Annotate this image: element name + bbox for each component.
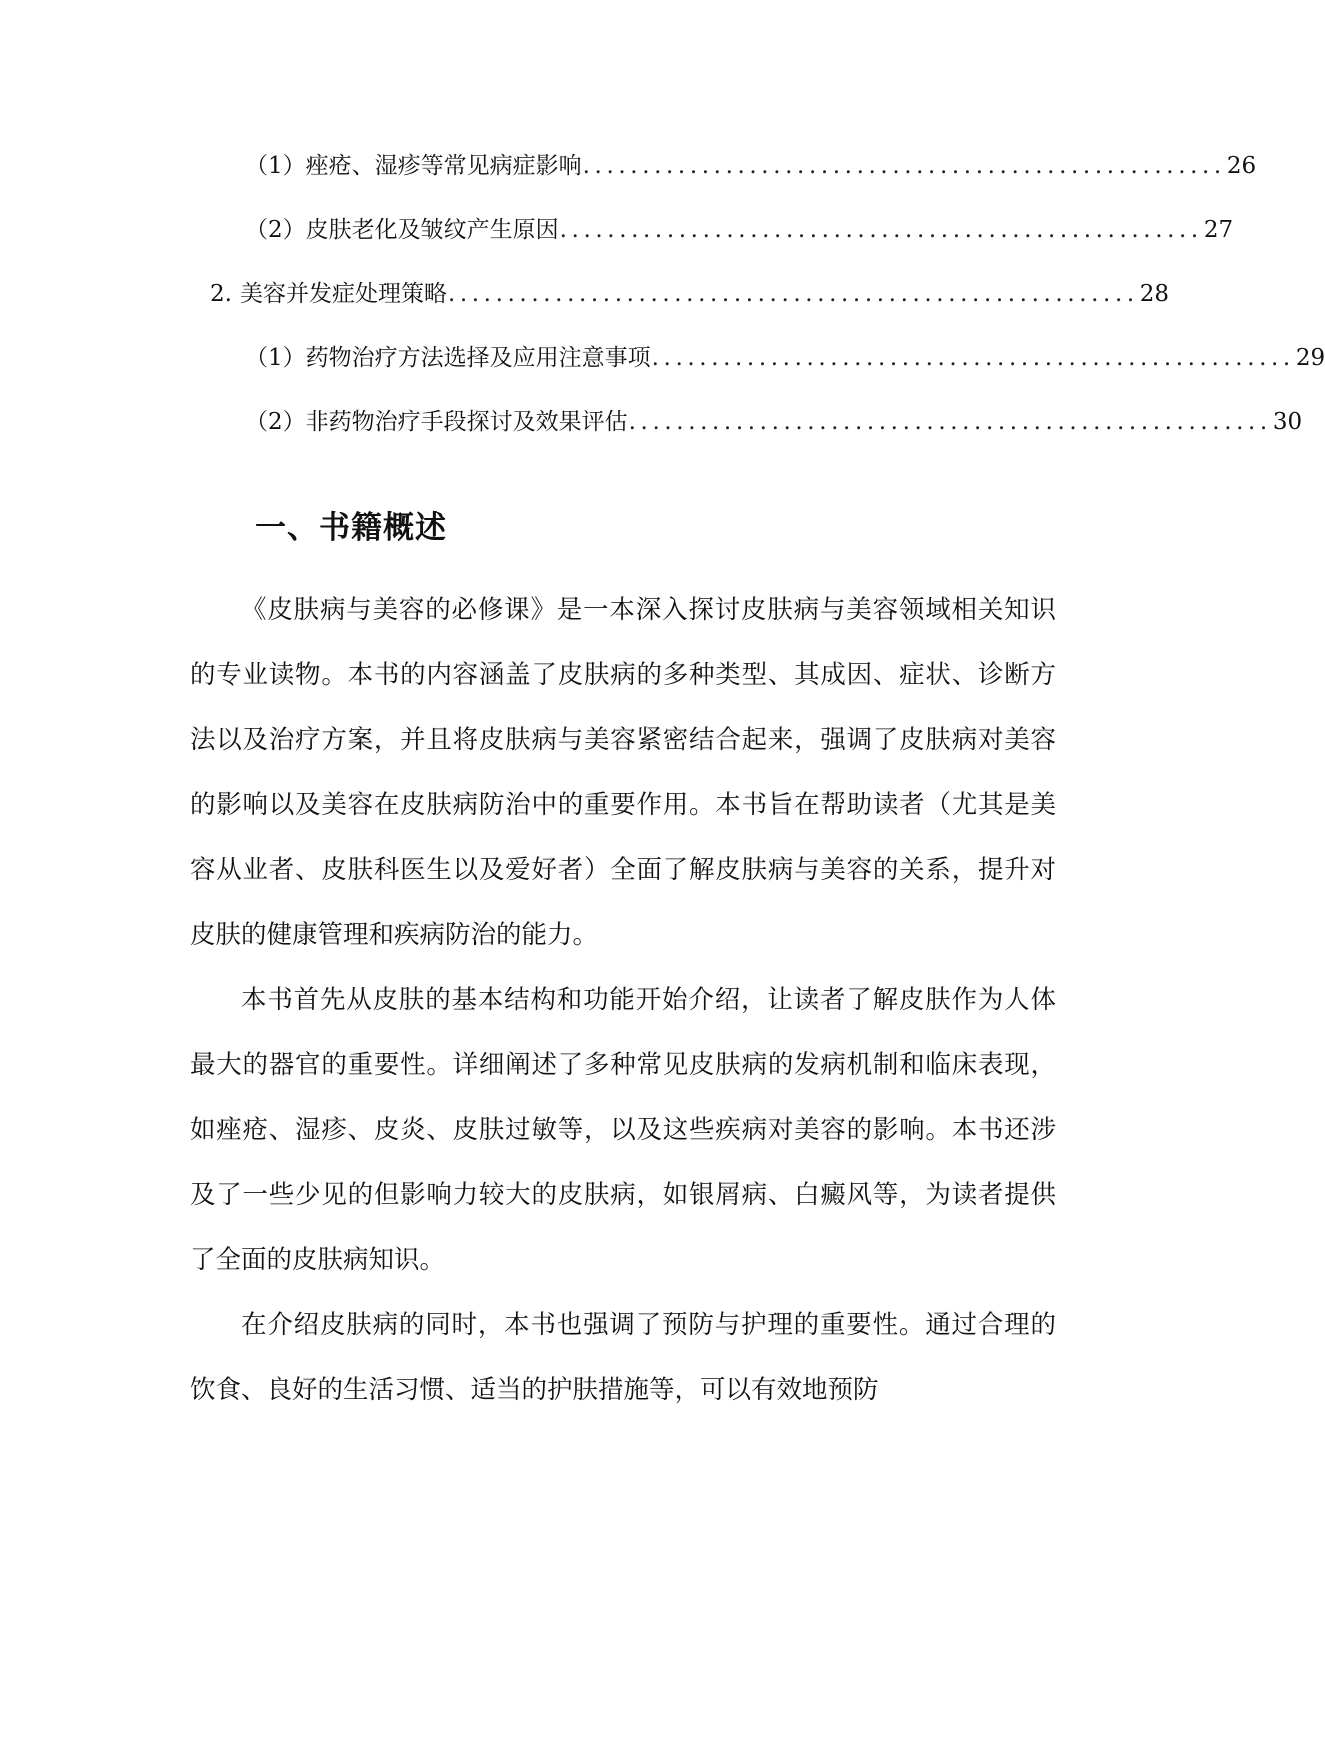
toc-entry[interactable] xyxy=(245,210,1234,250)
toc-page-number: 27 xyxy=(1203,217,1234,243)
toc-page-number: 26 xyxy=(1226,153,1257,179)
toc-leader-dots: ...................................................... xyxy=(651,345,1295,371)
body-text xyxy=(190,578,1056,1423)
toc-leader-dots: .......................................................... xyxy=(447,281,1139,307)
toc-entry-label: （2）非药物治疗手段探讨及效果评估 xyxy=(245,409,628,435)
paragraph: 在介绍皮肤病的同时，本书也强调了预防与护理的重要性。通过合理的饮食、良好的生活习惯、适当的护肤措施等，可以有效地预防 xyxy=(190,1310,1056,1405)
toc-entry[interactable] xyxy=(245,402,1303,442)
paragraph: 本书首先从皮肤的基本结构和功能开始介绍，让读者了解皮肤作为人体最大的器官的重要性。详细阐述了多种常见皮肤病的发病机制和临床表现，如痤疮、湿疹、皮炎、皮肤过敏等，以及这些疾病对美容的影响。本书还涉及了一些少见的但影响力较大的皮肤病，如银屑病、白癜风等，为读者提供了全面的皮肤病知识。 xyxy=(190,985,1056,1275)
toc-page-number: 29 xyxy=(1295,345,1325,371)
toc-entry[interactable] xyxy=(210,274,1170,314)
toc-entry-number: 2. xyxy=(210,281,232,307)
toc-entry-label: （2）皮肤老化及皱纹产生原因 xyxy=(245,217,559,243)
toc-entry-label: （1）痤疮、湿疹等常见病症影响 xyxy=(245,153,582,179)
paragraph: 《皮肤病与美容的必修课》是一本深入探讨皮肤病与美容领域相关知识的专业读物。本书的内容涵盖了皮肤病的多种类型、其成因、症状、诊断方法以及治疗方案，并且将皮肤病与美容紧密结合起来，强调了皮肤病对美容的影响以及美容在皮肤病防治中的重要作用。本书旨在帮助读者（尤其是美容从业者、皮肤科医生以及爱好者）全面了解皮肤病与美容的关系，提升对皮肤的健康管理和疾病防治的能力。 xyxy=(190,595,1056,950)
toc-leader-dots: ...................................................... xyxy=(559,217,1203,243)
toc-entry[interactable] xyxy=(245,146,1257,186)
toc-page-number: 28 xyxy=(1139,281,1170,307)
toc-leader-dots: ...................................................... xyxy=(582,153,1226,179)
toc-entry-label: （1）药物治疗方法选择及应用注意事项 xyxy=(245,345,651,371)
toc-leader-dots: ...................................................... xyxy=(628,409,1272,435)
toc-page-number: 30 xyxy=(1272,409,1303,435)
toc-entry[interactable] xyxy=(245,338,1325,378)
toc-entry-label: 美容并发症处理策略 xyxy=(239,281,447,307)
section-heading: 一、书籍概述 xyxy=(255,510,447,546)
